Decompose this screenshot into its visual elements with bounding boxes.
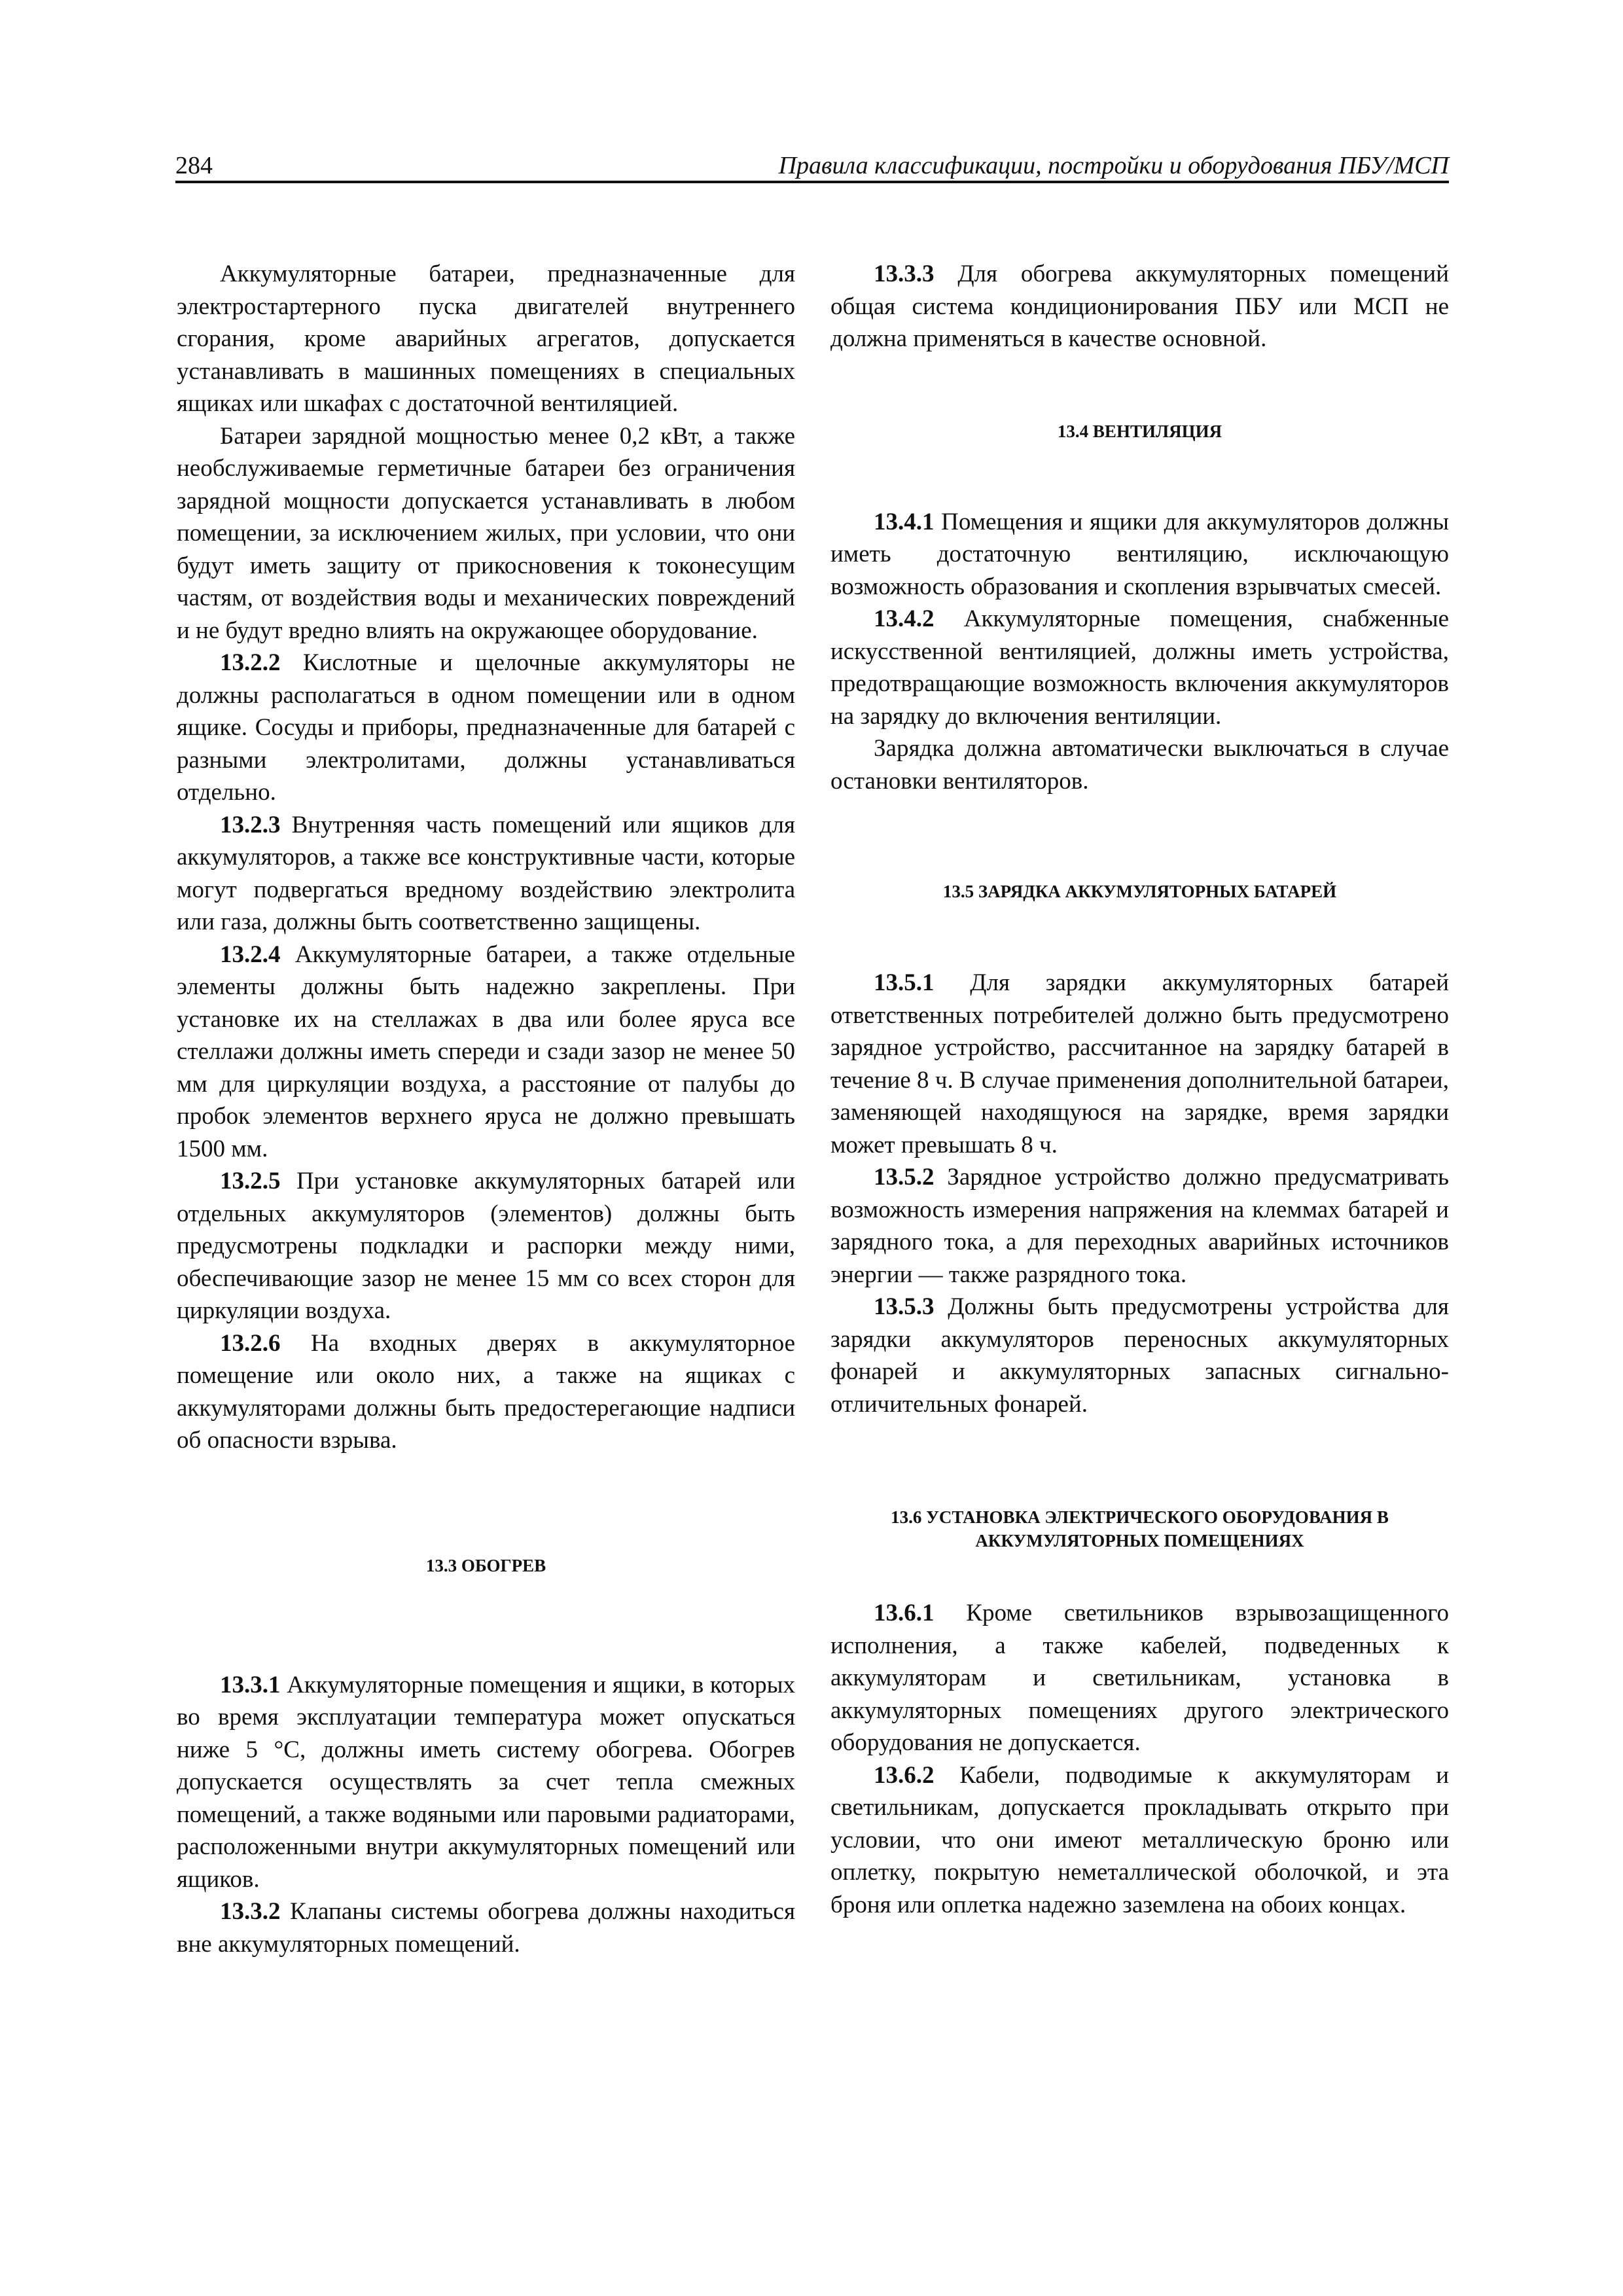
clause-number: 13.2.3 [220,811,281,838]
paragraph: Аккумуляторные батареи, предназначенные для электростартерного пуска двигателей внутреннего сгорания, кроме аварийных агрегатов, допускается устанавливать в машинных помещениях в специальных ящиках или шкафах с достаточной вентиляцией. [177,260,795,417]
clause-number: 13.2.2 [220,649,281,676]
spacer [830,903,1449,967]
clause-13-5-1 [830,967,1449,1161]
clause-text: Клапаны системы обогрева должны находиться вне аккумуляторных помещений. [177,1898,796,1958]
clause-number: 13.3.2 [220,1898,281,1925]
clause-text: Для обогрева аккумуляторных помещений общая система кондиционирования ПБУ или МСП не должна применяться в качестве основной. [830,260,1449,352]
page-header [175,143,1449,183]
section-heading-13-3: 13.3 ОБОГРЕВ [425,1555,546,1575]
spacer [830,1552,1449,1597]
clause-13-4-2 [830,603,1449,732]
clause-number: 13.4.1 [874,508,935,535]
clause-number: 13.6.1 [874,1600,935,1626]
clause-13-2-6 [177,1327,795,1457]
clause-number: 13.5.3 [874,1293,935,1320]
clause-text: На входных дверях в аккумуляторное помещение или около них, а также на ящиках с аккумуляторами должны быть предостерегающие надписи об опасности взрыва. [177,1329,796,1454]
clause-13-2-2 [177,647,795,809]
clause-13-2-5 [177,1165,795,1327]
clause-text: Кроме светильников взрывозащищенного исполнения, а также кабелей, подведенных к аккумуляторам и светильникам, установка в аккумуляторных помещениях другого электрического оборудования не допускается. [830,1600,1449,1756]
clause-13-6-1 [830,1597,1449,1759]
clause-number: 13.3.1 [220,1671,281,1698]
clause-number: 13.5.1 [874,969,935,996]
clause-13-2-4 [177,939,795,1166]
clause-text: Зарядное устройство должно предусматривать возможность измерения напряжения на клеммах батарей и зарядного тока, а для переходных аварийных источников энергии — также разрядного тока. [830,1164,1449,1288]
right-column [830,258,1449,1921]
spacer [830,797,1449,880]
clause-number: 13.2.5 [220,1168,281,1194]
clause-13-5-2 [830,1161,1449,1291]
clause-text: Должны быть предусмотрены устройства для зарядки аккумуляторов переносных аккумуляторных фонарей и аккумуляторных запасных сигнально-отличительных фонарей. [830,1293,1449,1418]
clause-number: 13.3.3 [874,260,935,287]
clause-text: Для зарядки аккумуляторных батарей ответственных потребителей должно быть предусмотрено зарядное устройство, рассчитанное на зарядку батарей в течение 8 ч. В случае применения дополнительной батареи, заменяющей находящуюся на зарядке, время зарядки может превышать 8 ч. [830,969,1450,1158]
clause-number: 13.2.4 [220,941,281,968]
clause-13-5-3 [830,1291,1449,1420]
clause-number: 13.4.2 [874,605,935,632]
clause-text: При установке аккумуляторных батарей или отдельных аккумуляторов (элементов) должны быть предусмотрены подкладки и распорки между ними, обеспечивающие зазор не менее 15 мм со всех сторон для циркуляции воздуха. [177,1168,795,1324]
left-column [177,258,795,1960]
clause-13-4-1 [830,506,1449,603]
spacer [830,355,1449,420]
paragraph: Зарядка должна автоматически выключаться в случае остановки вентиляторов. [830,735,1449,795]
clause-13-2-3 [177,809,795,939]
spacer [830,1420,1449,1505]
clause-text: Помещения и ящики для аккумуляторов должны иметь достаточную вентиляцию, исключающую возможность образования и скопления взрывчатых смесей. [830,508,1449,600]
clause-number: 13.2.6 [220,1329,281,1357]
clause-13-6-2 [830,1759,1449,1922]
section-heading-13-4: 13.4 ВЕНТИЛЯЦИЯ [1057,421,1222,441]
page-number: 284 [175,152,213,179]
spacer [830,443,1449,506]
spacer [177,1457,795,1554]
clause-text: Кабели, подводимые к аккумуляторам и светильникам, допускается прокладывать открыто при условии, что они имеют металлическую броню или оплетку, покрытую неметаллической оболочкой, и эта броня или оплетка надежно заземлена на обоих концах. [830,1761,1449,1918]
section-heading-13-6: 13.6 УСТАНОВКА ЭЛЕКТРИЧЕСКОГО ОБОРУДОВАНИЯ В АККУМУЛЯТОРНЫХ ПОМЕЩЕНИЯХ [891,1507,1389,1551]
section-heading-13-5: 13.5 ЗАРЯДКА АККУМУЛЯТОРНЫХ БАТАРЕЙ [942,882,1337,901]
clause-13-3-2 [177,1895,795,1960]
clause-text: Аккумуляторные помещения, снабженные искусственной вентиляцией, должны иметь устройства, предотвращающие возможность включения аккумуляторов на зарядку до включения вентиляции. [830,605,1449,730]
paragraph: Батареи зарядной мощностью менее 0,2 кВт, а также необслуживаемые герметичные батареи без ограничения зарядной мощности допускается устанавливать в любом помещении, за исключением жилых, при условии, что они будут иметь защиту от прикосновения к токонесущим частям, от воздействия воды и механических повреждений и не будут вредно влиять на окружающее оборудование. [177,422,795,644]
clause-text: Аккумуляторные батареи, а также отдельные элементы должны быть надежно закреплены. При установке их на стеллажах в два или более яруса все стеллажи должны иметь спереди и сзади зазор не менее 50 мм для циркуляции воздуха, а расстояние от палубы до пробок элементов верхнего яруса не должно превышать 1500 мм. [177,941,796,1162]
clause-text: Внутренняя часть помещений или ящиков для аккумуляторов, а также все конструктивные части, которые могут подвергаться вредному воздействию электролита или газа, должны быть соответственно защищены. [177,811,795,935]
clause-text: Кислотные и щелочные аккумуляторы не должны располагаться в одном помещении или в одном ящике. Сосуды и приборы, предназначенные для батарей с разными электролитами, должны устанавливаться отдельно. [177,649,795,806]
clause-number: 13.5.2 [874,1164,935,1191]
clause-13-3-1 [177,1669,795,1896]
clause-text: Аккумуляторные помещения и ящики, в которых во время эксплуатации температура может опускаться ниже 5 °С, должны иметь систему обогрева. Обогрев допускается осуществлять за счет тепла смежных помещений, а также водяными или паровыми радиаторами, расположенными внутри аккумуляторных помещений или ящиков. [177,1671,796,1893]
spacer [177,1577,795,1669]
running-title: Правила классификации, постройки и оборудования ПБУ/МСП [778,152,1449,179]
clause-number: 13.6.2 [874,1761,935,1789]
clause-13-3-3 [830,258,1449,355]
